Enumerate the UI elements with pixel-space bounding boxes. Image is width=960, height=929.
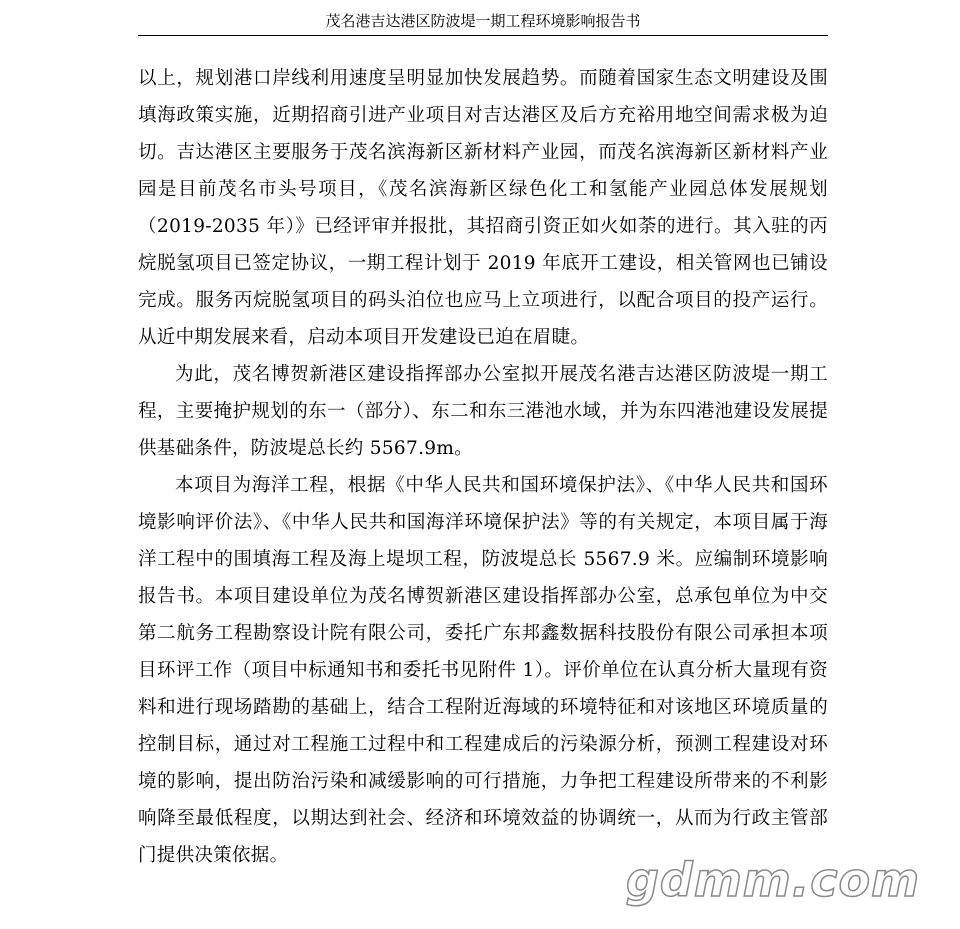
watermark-logo: gdmm.com <box>626 853 920 907</box>
page-header <box>138 10 828 36</box>
paragraph-3: 本项目为海洋工程，根据《中华人民共和国环境保护法》、《中华人民共和国环境影响评价法》、《中华人民共和国海洋环境保护法》等的有关规定，本项目属于海洋工程中的围填海工程及海上堤坝工程，防波堤总长 5567.9 米。应编制环境影响报告书。本项目建设单位为茂名博贺新港区建设指挥部办公室，总承包单位为中交第二航务工程勘察设计院有限公司，委托广东邦鑫数据科技股份有限公司承担本项目环评工作（项目中标通知书和委托书见附件 1）。评价单位在认真分析大量现有资料和进行现场踏勘的基础上，结合工程附近海域的环境特征和对该地区环境质量的控制目标，通过对工程施工过程中和工程建成后的污染源分析，预测工程建设对环境的影响，提出防治污染和减缓影响的可行措施，力争把工程建设所带来的不利影响降至最低程度，以期达到社会、经济和环境效益的协调统一，从而为行政主管部门提供决策依据。 <box>138 475 828 866</box>
paragraph-1: 以上，规划港口岸线利用速度呈明显加快发展趋势。而随着国家生态文明建设及围填海政策实施，近期招商引进产业项目对吉达港区及后方充裕用地空间需求极为迫切。吉达港区主要服务于茂名滨海新区新材料产业园，而茂名滨海新区新材料产业园是目前茂名市头号项目，《茂名滨海新区绿色化工和氢能产业园总体发展规划（2019-2035 年）》已经评审并报批，其招商引资正如火如荼的进行。其入驻的丙烷脱氢项目已签定协议，一期工程计划于 2019 年底开工建设，相关管网也已铺设完成。服务丙烷脱氢项目的码头泊位也应马上立项进行，以配合项目的投产运行。从近中期发展来看，启动本项目开发建设已迫在眉睫。 <box>138 68 828 348</box>
paragraph-2: 为此，茂名博贺新港区建设指挥部办公室拟开展茂名港吉达港区防波堤一期工程，主要掩护规划的东一（部分）、东二和东三港池水域，并为东四港池建设发展提供基础条件，防波堤总长约 5567.9m。 <box>138 364 828 459</box>
document-body <box>138 60 828 874</box>
header-title: 茂名港吉达港区防波堤一期工程环境影响报告书 <box>325 12 641 30</box>
